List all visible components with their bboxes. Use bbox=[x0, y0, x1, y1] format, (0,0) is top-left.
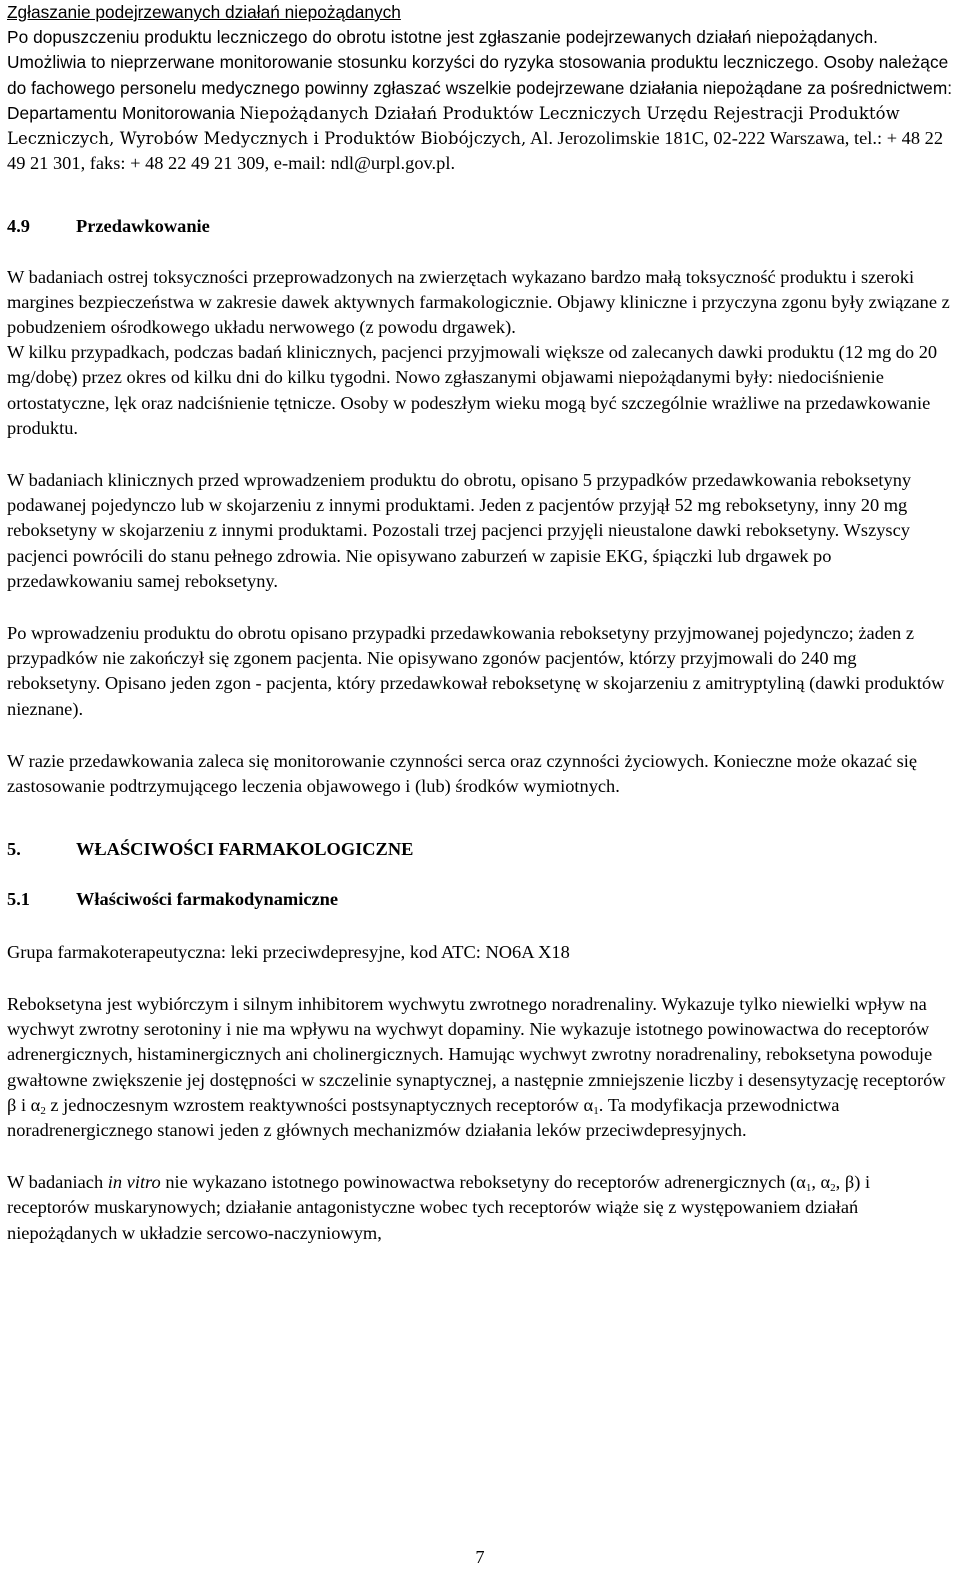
pd2-text-d: , β) i receptorów muskarynowych; działanie antagonistyczne wobec tych receptorów wiąże się z występowaniem działań niepożądanych w układzie sercowo-naczyniowym, bbox=[7, 1172, 871, 1243]
document-page bbox=[7, 0, 953, 1246]
section-number: 5.1 bbox=[7, 889, 30, 910]
pharmacodynamics-paragraph-2 bbox=[7, 1170, 953, 1246]
pd2-text-b: nie wykazano istotnego powinowactwa reboksetyny do receptorów adrenergicznych (α bbox=[160, 1172, 806, 1193]
intro-text-b: Niepożądanych Działań Produktów Leczniczych Urzędu Rejestracji Produktów Leczniczych, Wyrobów Medycznych i Produktów Biobójczych, bbox=[7, 103, 900, 149]
intro-paragraph bbox=[7, 25, 953, 176]
section-title: Przedawkowanie bbox=[76, 216, 210, 237]
intro-title: Zgłaszanie podejrzewanych działań niepożądanych bbox=[7, 2, 401, 22]
section-title: WŁAŚCIWOŚCI FARMAKOLOGICZNE bbox=[76, 839, 414, 860]
intro-text-a: Po dopuszczeniu produktu leczniczego do obrotu istotne jest zgłaszanie podejrzewanych działań niepożądanych. Umożliwia to nieprzerwane monitorowanie stosunku korzyści do ryzyka stosowania produktu leczniczego. Osoby należące do fachowego personelu medycznego powinny zgłaszać wszelkie podejrzewane działania niepożądane za pośrednictwem: Departamentu Monitorowania bbox=[7, 27, 953, 123]
intro-text-c: Al. Jerozolimskie 181C, 02-222 Warszawa, tel.: + 48 22 49 21 301, faks: + 48 22 49 21 309, e-mail: ndl@urpl.gov.pl. bbox=[7, 128, 944, 174]
section-5-heading bbox=[7, 837, 953, 862]
section-5-1-heading bbox=[7, 887, 953, 912]
overdose-paragraph-2: W kilku przypadkach, podczas badań klinicznych, pacjenci przyjmowali większe od zalecanych dawki produktu (12 mg do 20 mg/dobę) przez okres od kilku dni do kilku tygodni. Nowo zgłaszanymi objawami niepożądanymi były: niedociśnienie ortostatyczne, lęk oraz nadciśnienie tętnicze. Osoby w podeszłym wieku mogą być szczególnie wrażliwe na przedawkowanie produktu. bbox=[7, 342, 938, 438]
pd-text-c: . Ta modyfikacja przewodnictwa noradrenergicznego stanowi jeden z głównych mechanizmów działania leków przeciwdepresyjnych. bbox=[7, 1094, 840, 1140]
pd-text-a: Reboksetyna jest wybiórczym i silnym inhibitorem wychwytu zwrotnego noradrenaliny. Wykazuje tylko niewielki wpływ na wychwyt zwrotny serotoniny i nie ma wpływu na wychwyt dopaminy. Nie wykazuje istotnego powinowactwa do receptorów adrenergicznych, histaminergicznych ani cholinergicznych. Hamując wychwyt zwrotny noradrenaliny, reboksetyna powoduje gwałtowne zwiększenie jej dostępności w szczelinie synaptycznej, a następnie zmniejszenie liczby i desensytyzację receptorów β i α bbox=[7, 993, 946, 1115]
overdose-paragraph-4: Po wprowadzeniu produktu do obrotu opisano przypadki przedawkowania reboksetyny przyjmowanej pojedynczo; żaden z przypadków nie zakończył się zgonem pacjenta. Nie opisywano zgonów pacjentów, którzy przyjmowali do 240 mg reboksetyny. Opisano jeden zgon - pacjenta, który przedawkował reboksetynę w skojarzeniu z amitryptyliną (dawki produktów nieznane). bbox=[7, 623, 945, 719]
section-number: 5. bbox=[7, 839, 21, 860]
atc-group-line: Grupa farmakoterapeutyczna: leki przeciwdepresyjne, kod ATC: NO6A X18 bbox=[7, 941, 570, 962]
section-4-9-heading bbox=[7, 214, 953, 239]
pd2-text-c: , α bbox=[811, 1172, 831, 1193]
pharmacodynamics-paragraph-1 bbox=[7, 992, 953, 1143]
pd2-text-a: W badaniach bbox=[7, 1172, 108, 1193]
pd-text-b: z jednoczesnym wzrostem reaktywności postsynaptycznych receptorów α bbox=[45, 1094, 594, 1115]
overdose-paragraph-1: W badaniach ostrej toksyczności przeprowadzonych na zwierzętach wykazano bardzo małą toksyczność produktu i szeroki margines bezpieczeństwa w zakresie dawek aktywnych farmakologicznie. Objawy kliniczne i przyczyna zgonu były związane z pobudzeniem ośrodkowego układu nerwowego (z powodu drgawek). bbox=[7, 266, 950, 338]
pd-sub-1: 1 bbox=[593, 1104, 599, 1117]
section-title: Właściwości farmakodynamiczne bbox=[76, 889, 339, 910]
section-number: 4.9 bbox=[7, 216, 30, 237]
overdose-paragraph-5: W razie przedawkowania zaleca się monitorowanie czynności serca oraz czynności życiowych. Konieczne może okazać się zastosowanie podtrzymującego leczenia objawowego i (lub) środków wymiotnych. bbox=[7, 750, 918, 797]
pd2-italic-in-vitro: in vitro bbox=[107, 1172, 161, 1193]
pd2-sub-1: 1 bbox=[805, 1182, 812, 1195]
pd2-sub-2: 2 bbox=[830, 1182, 836, 1195]
page-number: 7 bbox=[475, 1547, 485, 1567]
overdose-paragraph-3: W badaniach klinicznych przed wprowadzeniem produktu do obrotu, opisano 5 przypadków przedawkowania reboksetyny podawanej pojedynczo lub w skojarzeniu z innymi produktami. Jeden z pacjentów przyjął 52 mg reboksetyny, inny 20 mg reboksetyny w skojarzeniu z innymi produktami. Pozostali trzej pacjenci przyjęli nieustalone dawki reboksetyny. Wszyscy pacjenci powrócili do stanu pełnego zdrowia. Nie opisywano zaburzeń w zapisie EKG, śpiączki lub drgawek po przedawkowaniu samej reboksetyny. bbox=[7, 470, 912, 591]
pd-sub-2: 2 bbox=[40, 1104, 46, 1117]
